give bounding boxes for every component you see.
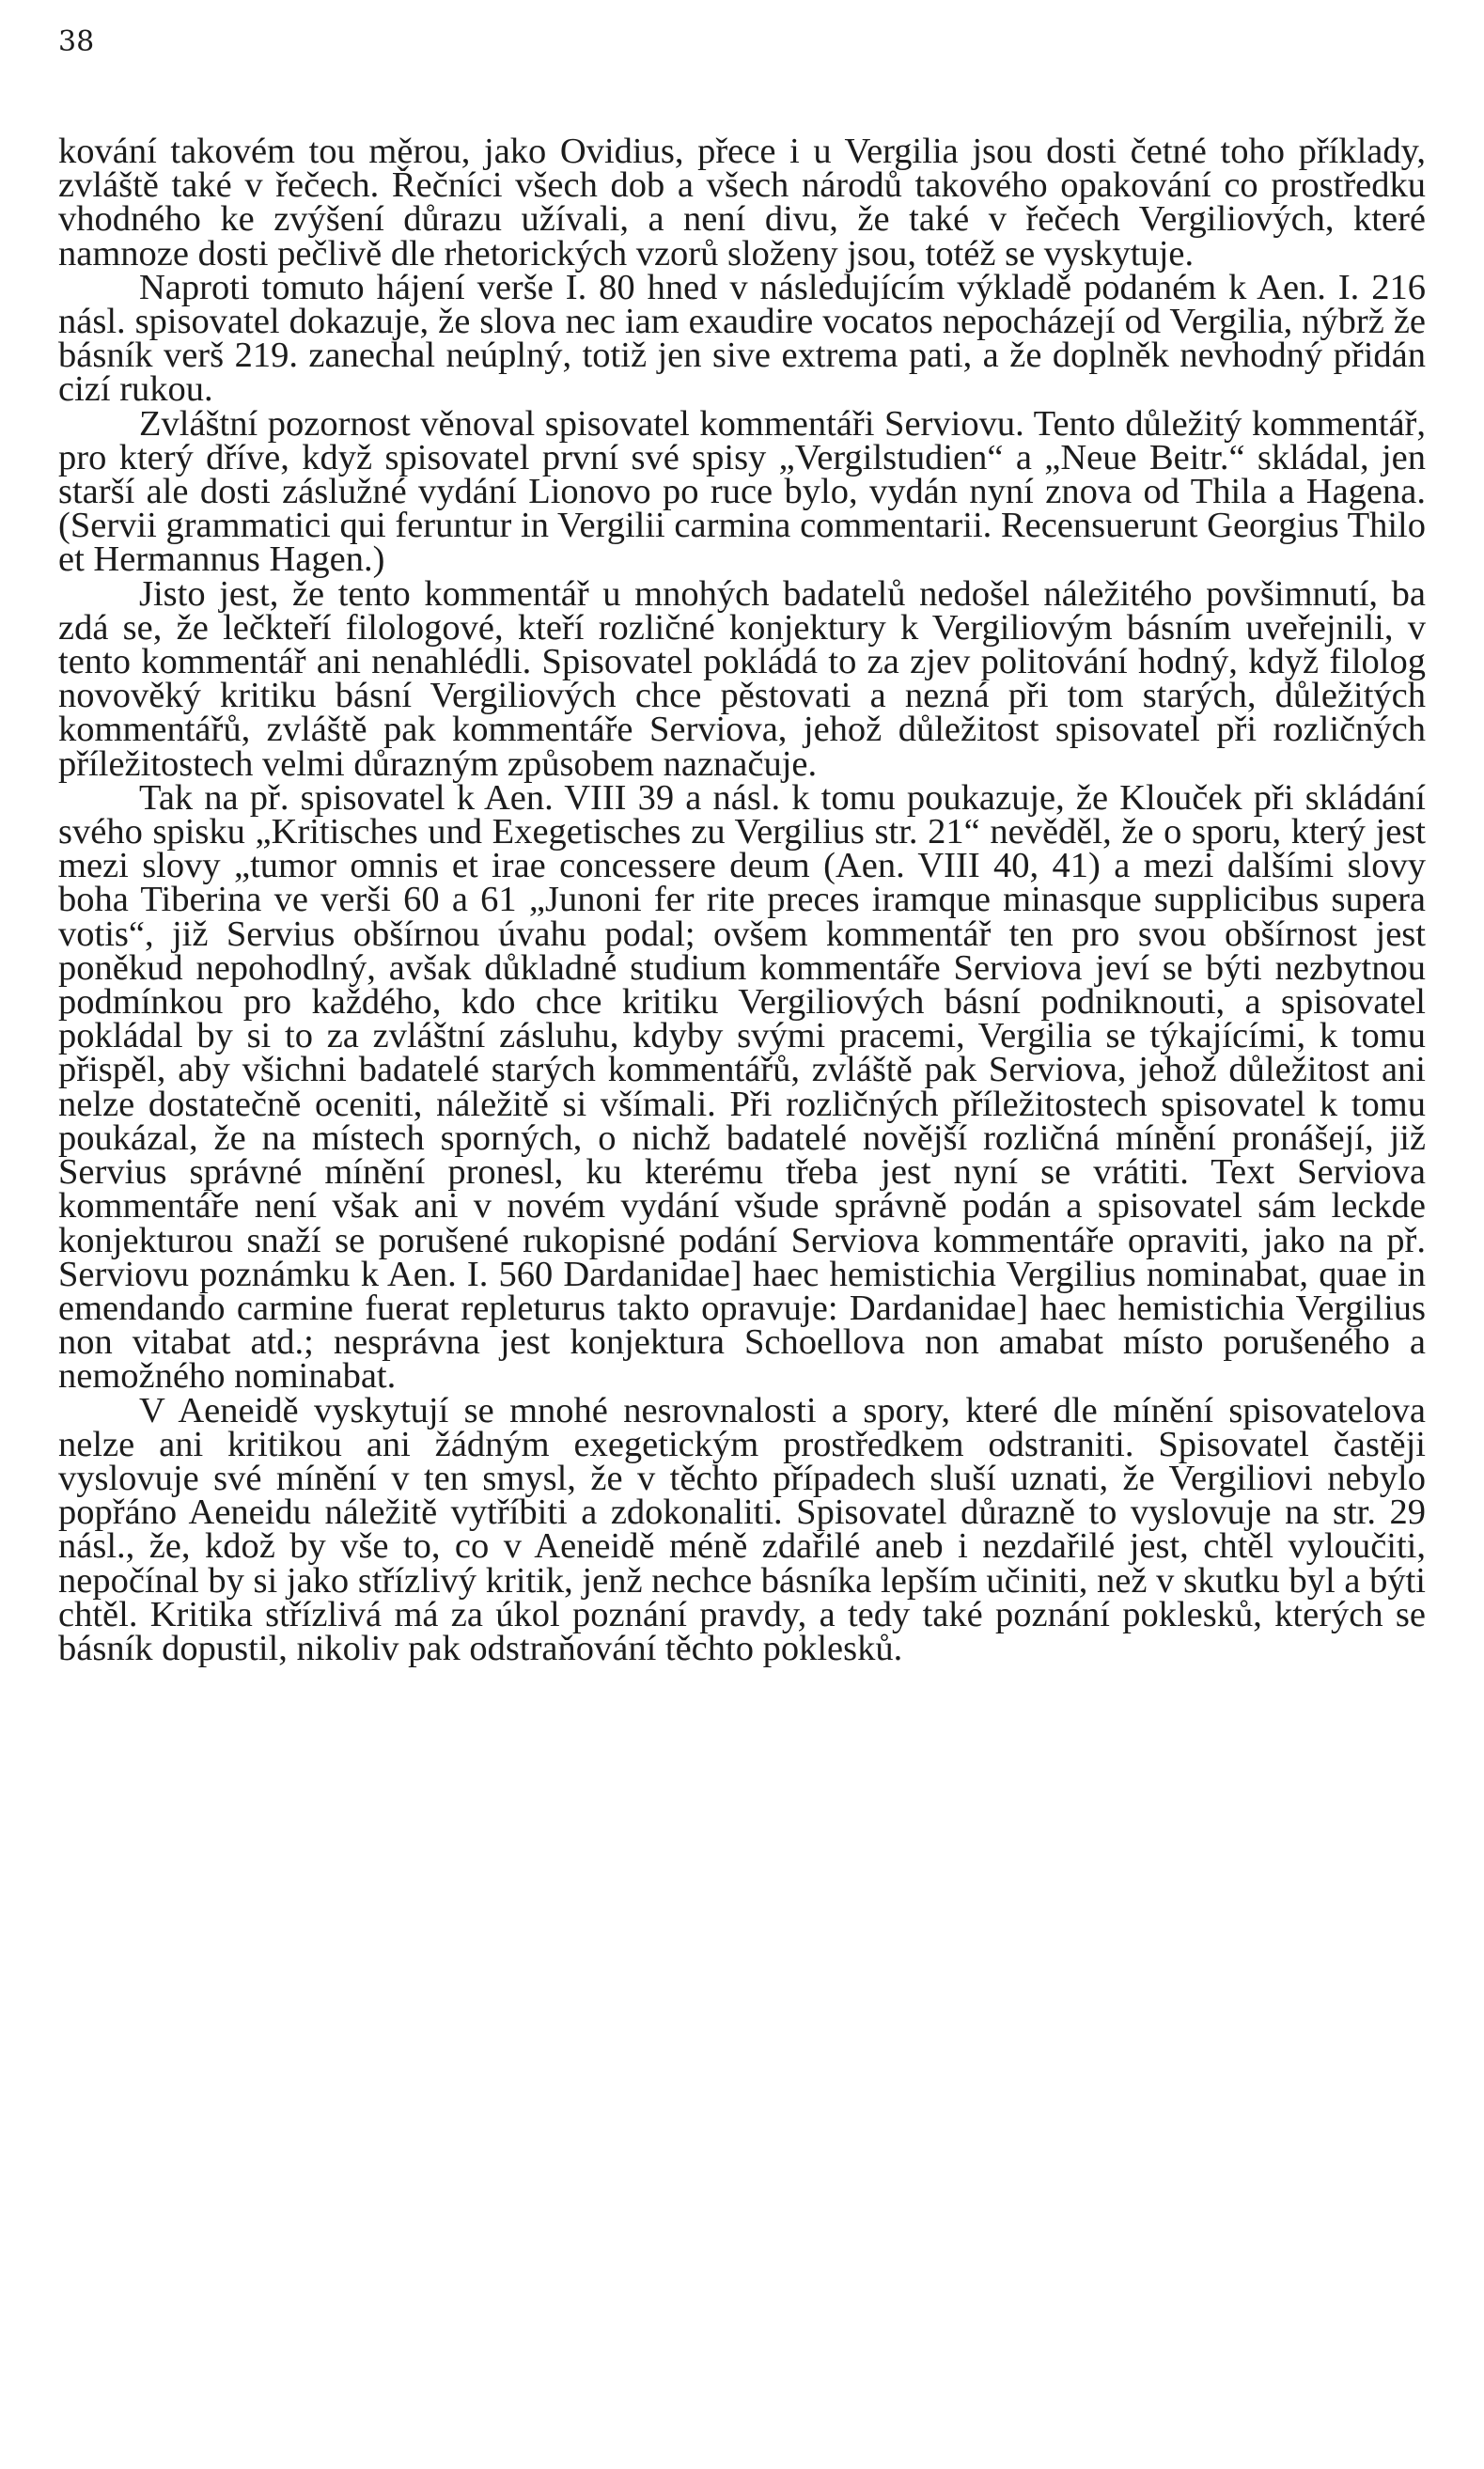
paragraph: Tak na př. spisovatel k Aen. VIII 39 a násl. k tomu poukazuje, že Klouček při skládání svého spisku „Kritisches und Exegetisches zu Vergilius str. 21“ nevěděl, že o sporu, který jest mezi slovy „tumor omnis et irae concessere deum (Aen. VIII 40, 41) a mezi dalšími slovy boha Tiberina ve verši 60 a 61 „Junoni fer rite preces iramque minasque supplicibus supera votis“, již Servius obšírnou úvahu podal; ovšem kommentář ten pro svou obšírnost jest poněkud nepohodlný, avšak důkladné studium kommentáře Serviova jeví se býti nezbytnou podmínkou pro každého, kdo chce kritiku Vergiliových básní podniknouti, a spisovatel pokládal by si to za zvláštní zásluhu, kdyby svými pracemi, Vergilia se týkajícími, k tomu přispěl, aby všichni badatelé starých kommentářů, zvláště pak Serviova, jehož důležitost ani nelze dostatečně oceniti, náležitě si všímali. Při rozličných příležitostech spisovatel k tomu poukázal, že na místech sporných, o nichž badatelé novější rozličná mínění pronášejí, již Servius správné mínění pronesl, ku kterému třeba jest nyní se vrátiti. Text Serviova kommentáře není však ani v novém vydání všude správně podán a spisovatel sám leckde konjekturou snaží se porušené rukopisné podání Serviova kommentáře opraviti, jako na př. Serviovu poznámku k Aen. I. 560 Dardanidae] haec hemistichia Vergilius nominabat, quae in emendando carmine fuerat repleturus takto opravuje: Dardanidae] haec hemistichia Vergilius non vitabat atd.; nesprávna jest konjektura Schoellova non amabat místo porušeného a nemožného nominabat. [58,777,1426,1397]
paragraph: V Aeneidě vyskytují se mnohé nesrovnalosti a spory, které dle mínění spisovatelova nelze ani kritikou ani žádným exegetickým prostředkem odstraniti. Spisovatel častěji vyslovuje své mínění v ten smysl, že v těchto případech sluší uznati, že Vergiliovi nebylo popřáno Aeneidu náležitě vytříbiti a zdokonaliti. Spisovatel důrazně to vyslovuje na str. 29 násl., že, kdož by vše to, co v Aeneidě méně zdařilé aneb i nezdařilé jest, chtěl vyloučiti, nepočínal by si jako střízlivý kritik, jenž nechce básníka lepším učiniti, než v skutku byl a býti chtěl. Kritika střízlivá má za úkol poznání pravdy, a tedy také poznání poklesků, kterých se básník dopustil, nikoliv pak odstraňování těchto poklesků. [58,1390,1426,1668]
paragraph: Naproti tomuto hájení verše I. 80 hned v následujícím výkladě podaném k Aen. I. 216 násl. spisovatel dokazuje, že slova nec iam exaudire vocatos nepocházejí od Vergilia, nýbrž že básník verš 219. zanechal neúplný, totiž jen sive extrema pati, a že doplněk nevhodný přidán cizí rukou. [58,267,1426,410]
body-text [58,132,1426,1668]
page-number: 38 [58,25,95,58]
paragraph: kování takovém tou měrou, jako Ovidius, přece i u Vergilia jsou dosti četné toho příklady, zvláště také v řečech. Řečníci všech dob a všech národů takového opakování co prostředku vhodného ke zvýšení důrazu užívali, a není divu, že také v řečech Vergiliových, které namnoze dosti pečlivě dle rhetorických vzorů složeny jsou, totéž se vyskytuje. [58,132,1426,273]
paragraph: Jisto jest, že tento kommentář u mnohých badatelů nedošel náležitého povšimnutí, ba zdá se, že lečkteří filologové, kteří rozličné konjektury k Vergiliovým básním uveřejnili, v tento kommentář ani nenahlédli. Spisovatel pokládá to za zjev politování hodný, když filolog novověký kritiku básní Vergiliových chce pěstovati a nezná při tom starých, důležitých kommentářů, zvláště pak kommentáře Serviova, jehož důležitost spisovatel při rozličných příležitostech velmi důrazným způsobem naznačuje. [58,573,1426,784]
paragraph: Zvláštní pozornost věnoval spisovatel kommentáři Serviovu. Tento důležitý kommentář, pro který dříve, když spisovatel první své spisy „Vergilstudien“ a „Neue Beitr.“ skládal, jen starší ale dosti záslužné vydání Lionovo po ruce bylo, vydán nyní znova od Thila a Hagena. (Servii grammatici qui feruntur in Vergilii carmina commentarii. Recensuerunt Georgius Thilo et Hermannus Hagen.) [58,403,1426,580]
